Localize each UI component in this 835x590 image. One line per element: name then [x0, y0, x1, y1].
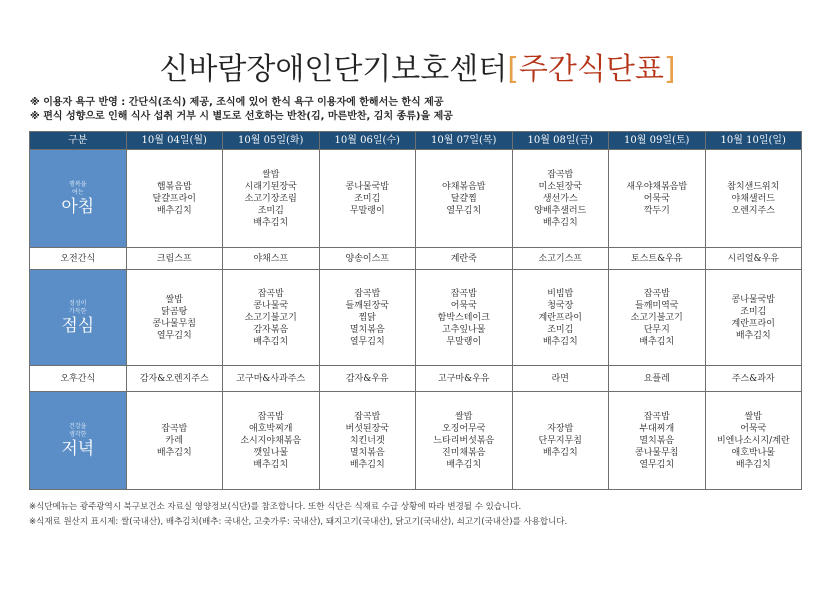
corner-header: 구분 [30, 132, 127, 150]
snack-label: 오전간식 [30, 248, 127, 270]
menu-item: 크림스프 [156, 253, 192, 264]
menu-item: 조미김 [740, 306, 767, 317]
menu-item: 야채볶음밥 [442, 181, 486, 192]
menu-cell [705, 270, 802, 366]
day-header: 10월 09일(토) [609, 132, 706, 150]
menu-item: 배추김치 [639, 336, 675, 347]
menu-item: 배추김치 [735, 330, 771, 341]
menu-item: 소고기장조림 [244, 193, 297, 204]
menu-item: 카레 [165, 435, 183, 446]
day-header: 10월 07일(목) [416, 132, 513, 150]
menu-cell [126, 248, 223, 270]
menu-item: 어묵국 [450, 300, 477, 311]
meal-label-caption: 가득한 [69, 307, 87, 315]
day-header: 10월 10일(일) [705, 132, 802, 150]
day-header: 10월 08일(금) [512, 132, 609, 150]
menu-item: 멸치볶음 [639, 435, 675, 446]
menu-item: 배추김치 [253, 217, 289, 228]
menu-item: 양송이스프 [345, 253, 389, 264]
menu-cell [319, 270, 416, 366]
menu-cell [512, 366, 609, 392]
menu-cell [223, 392, 320, 490]
header-row [30, 132, 802, 150]
menu-cell [126, 392, 223, 490]
menu-item: 생선가스 [542, 193, 578, 204]
menu-item: 감자&오렌지주스 [139, 373, 209, 384]
menu-item: 햄볶음밥 [156, 181, 192, 192]
menu-item: 청국장 [547, 300, 574, 311]
meal-label-caption: 정성이 [69, 299, 87, 307]
menu-item: 주스&과자 [731, 373, 775, 384]
menu-cell [319, 150, 416, 248]
menu-item: 쌀밥 [455, 411, 473, 422]
menu-item: 애호박나물 [731, 447, 775, 458]
menu-item: 콩나물국 [253, 300, 289, 311]
menu-cell [126, 366, 223, 392]
menu-cell [609, 366, 706, 392]
menu-item: 단무지무침 [538, 435, 582, 446]
notes [30, 96, 453, 124]
menu-item: 소고기불고기 [630, 312, 683, 323]
meal-label-title: 점심 [61, 315, 95, 336]
menu-item: 잡곡밥 [643, 411, 670, 422]
menu-cell [126, 150, 223, 248]
menu-item: 비엔나소시지/계란 [716, 435, 790, 446]
menu-item: 미소된장국 [538, 181, 582, 192]
menu-item: 잡곡밥 [354, 411, 381, 422]
menu-item: 콩나물무침 [635, 447, 679, 458]
menu-cell [609, 248, 706, 270]
menu-item: 어묵국 [643, 193, 670, 204]
menu-item: 깍두기 [643, 205, 670, 216]
day-header: 10월 06일(수) [319, 132, 416, 150]
menu-item: 무말랭이 [446, 336, 482, 347]
snack-row [30, 366, 802, 392]
meal-row [30, 150, 802, 248]
menu-cell [223, 248, 320, 270]
center-name: 신바람장애인단기보호센터 [159, 52, 508, 87]
meal-label-caption: 여는 [71, 188, 84, 196]
menu-item: 계란프라이 [538, 312, 582, 323]
menu-item: 계란죽 [450, 253, 477, 264]
menu-cell [319, 366, 416, 392]
menu-cell [705, 150, 802, 248]
menu-item: 고추잎나물 [442, 324, 486, 335]
menu-item: 조미김 [354, 193, 381, 204]
footer-note: ※식재료 원산지 표시제: 쌀(국내산), 배추김치(배추: 국내산, 고춧가루: 국내산), 돼지고기(국내산), 닭고기(국내산), 쇠고기(국내산)를 사용합니다. [29, 517, 568, 527]
footer [29, 500, 567, 530]
menu-cell [126, 270, 223, 366]
note-line: ※ 이용자 욕구 반영 : 간단식(조식) 제공, 조식에 있어 한식 욕구 이용자에 한해서는 한식 제공 [30, 97, 444, 108]
menu-item: 열무김치 [156, 330, 192, 341]
menu-cell [609, 150, 706, 248]
menu-item: 애호박찌개 [249, 423, 293, 434]
menu-item: 진미채볶음 [442, 447, 486, 458]
menu-cell [223, 150, 320, 248]
meal-label-caption: 건강을 [69, 422, 87, 430]
menu-item: 참치샌드위치 [727, 181, 780, 192]
menu-item: 새우야채볶음밥 [626, 181, 688, 192]
menu-item: 소고기불고기 [244, 312, 297, 323]
menu-item: 멸치볶음 [349, 324, 385, 335]
bracket-close: ] [663, 52, 676, 87]
menu-cell [705, 392, 802, 490]
menu-cell [512, 392, 609, 490]
menu-item: 잡곡밥 [643, 288, 670, 299]
menu-item: 쌀밥 [744, 411, 762, 422]
menu-item: 양배추샐러드 [534, 205, 587, 216]
menu-item: 닭곰탕 [161, 306, 188, 317]
menu-item: 잡곡밥 [161, 423, 188, 434]
menu-item: 배추김치 [542, 336, 578, 347]
snack-label: 오후간식 [30, 366, 127, 392]
menu-item: 배추김치 [253, 336, 289, 347]
bracket-open: [ [507, 52, 519, 87]
menu-item: 잡곡밥 [354, 288, 381, 299]
footer-note: ※식단메뉴는 광주광역시 북구보건소 자료실 영양정보(식단)를 참조합니다. 또한 식단은 식재료 수급 상황에 따라 변경될 수 있습니다. [29, 502, 522, 512]
meal-row [30, 392, 802, 490]
meal-label [30, 270, 127, 366]
menu-item: 감자볶음 [253, 324, 289, 335]
menu-item: 소고기스프 [538, 253, 582, 264]
menu-item: 배추김치 [349, 459, 385, 470]
menu-item: 잡곡밥 [450, 288, 477, 299]
menu-item: 고구마&우유 [438, 373, 490, 384]
menu-item: 조미김 [257, 205, 284, 216]
menu-item: 단무지 [643, 324, 670, 335]
menu-cell [416, 248, 513, 270]
menu-cell [223, 270, 320, 366]
meal-label-title: 아침 [61, 196, 95, 217]
menu-item: 잡곡밥 [257, 288, 284, 299]
menu-cell [416, 392, 513, 490]
note-line: ※ 편식 성향으로 인해 식사 섭취 거부 시 별도로 선호하는 반찬(김, 마른반찬, 김치 종류)을 제공 [30, 111, 453, 122]
menu-item: 배추김치 [446, 459, 482, 470]
snack-row [30, 248, 802, 270]
menu-cell [416, 270, 513, 366]
menu-cell [705, 248, 802, 270]
menu-item: 들깨미역국 [635, 300, 679, 311]
menu-cell [416, 150, 513, 248]
menu-item: 시래기된장국 [244, 181, 297, 192]
menu-item: 무말랭이 [349, 205, 385, 216]
menu-item: 쌀밥 [165, 294, 183, 305]
menu-subtitle: 주간식단표 [518, 52, 664, 87]
menu-cell [609, 270, 706, 366]
menu-item: 배추김치 [156, 205, 192, 216]
day-header: 10월 04일(월) [126, 132, 223, 150]
meal-label-title: 저녁 [61, 438, 95, 459]
menu-item: 열무김치 [639, 459, 675, 470]
menu-item: 감자&우유 [345, 373, 389, 384]
menu-cell [223, 366, 320, 392]
day-header: 10월 05일(화) [223, 132, 320, 150]
menu-item: 요플레 [643, 373, 670, 384]
menu-item: 야채스프 [253, 253, 289, 264]
menu-item: 시리얼&우유 [727, 253, 779, 264]
menu-item: 콩나물무침 [152, 318, 196, 329]
menu-item: 잡곡밥 [547, 169, 574, 180]
menu-item: 들깨된장국 [345, 300, 389, 311]
menu-item: 계란프라이 [731, 318, 775, 329]
menu-cell [609, 392, 706, 490]
menu-item: 멸치볶음 [349, 447, 385, 458]
meal-label-caption: 생각한 [69, 430, 87, 438]
menu-item: 열무김치 [446, 205, 482, 216]
meal-row [30, 270, 802, 366]
menu-item: 라면 [551, 373, 569, 384]
menu-cell [512, 150, 609, 248]
meal-label [30, 150, 127, 248]
menu-item: 버섯된장국 [345, 423, 389, 434]
menu-cell [512, 248, 609, 270]
menu-item: 잡곡밥 [257, 411, 284, 422]
menu-item: 토스트&우유 [631, 253, 683, 264]
menu-item: 고구마&사과주스 [236, 373, 306, 384]
menu-cell [319, 392, 416, 490]
menu-item: 배추김치 [542, 217, 578, 228]
menu-item: 배추김치 [735, 459, 771, 470]
meal-label-caption: 행복을 [69, 180, 87, 188]
menu-cell [512, 270, 609, 366]
menu-item: 배추김치 [542, 447, 578, 458]
menu-item: 비빔밥 [547, 288, 574, 299]
menu-cell [705, 366, 802, 392]
menu-item: 콩나물국밥 [345, 181, 389, 192]
menu-item: 배추김치 [156, 447, 192, 458]
menu-item: 달걀프라이 [152, 193, 196, 204]
menu-item: 달걀찜 [450, 193, 477, 204]
menu-item: 쌀밥 [262, 169, 280, 180]
menu-item: 오렌지주스 [731, 205, 775, 216]
menu-item: 자장밥 [547, 423, 574, 434]
weekly-menu-table [29, 131, 802, 490]
menu-item: 열무김치 [349, 336, 385, 347]
menu-item: 치킨너겟 [349, 435, 385, 446]
menu-item: 조미김 [547, 324, 574, 335]
menu-item: 깻잎나물 [253, 447, 289, 458]
menu-item: 배추김치 [253, 459, 289, 470]
menu-item: 콩나물국밥 [731, 294, 775, 305]
menu-item: 부대찌개 [639, 423, 675, 434]
menu-item: 어묵국 [740, 423, 767, 434]
page-title [0, 44, 835, 88]
meal-label [30, 392, 127, 490]
menu-item: 야채샐러드 [731, 193, 775, 204]
menu-item: 느타리버섯볶음 [433, 435, 495, 446]
menu-cell [319, 248, 416, 270]
menu-cell [416, 366, 513, 392]
menu-item: 오징어무국 [442, 423, 486, 434]
menu-item: 찜닭 [358, 312, 376, 323]
menu-item: 소시지야채볶음 [240, 435, 302, 446]
menu-item: 함박스테이크 [437, 312, 490, 323]
